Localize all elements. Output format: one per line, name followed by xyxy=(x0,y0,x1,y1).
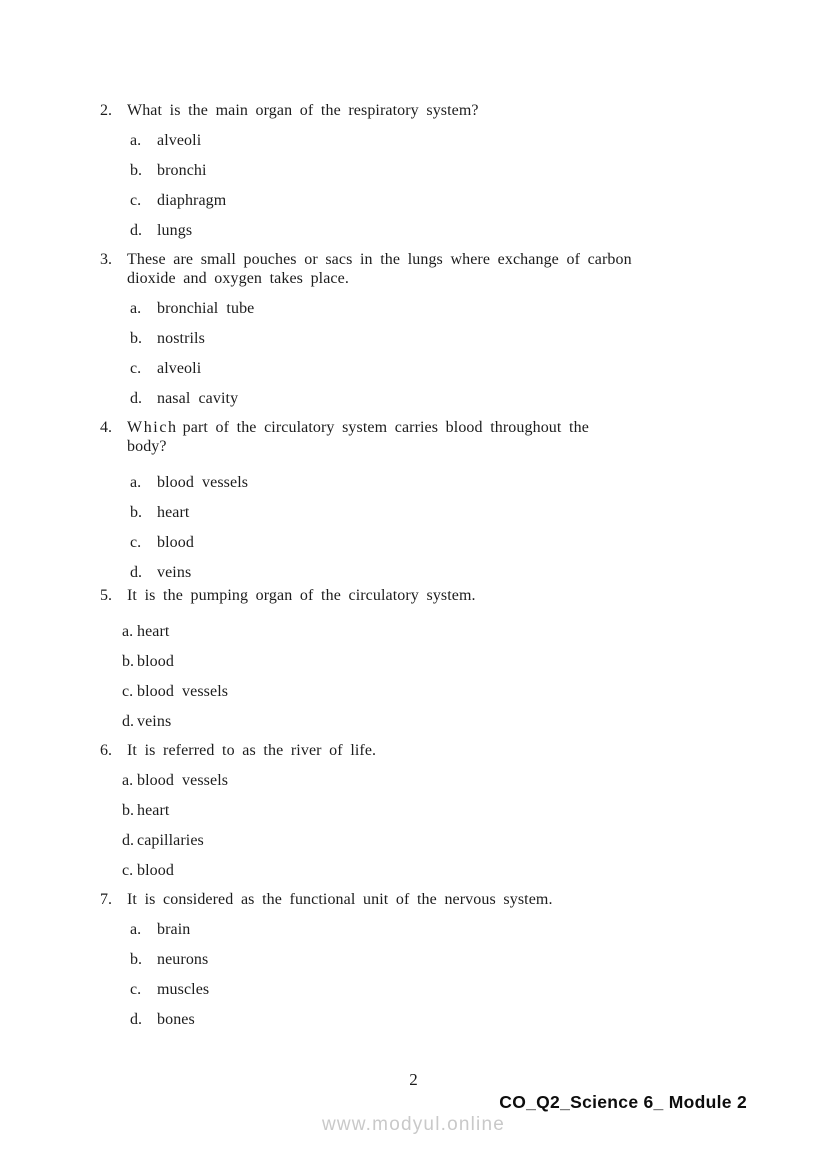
option-text: bronchial tube xyxy=(157,300,255,317)
option-letter: b. xyxy=(130,162,142,179)
question-line1: It is considered as the functional unit of the nervous system. xyxy=(127,891,553,908)
option-text: nasal cavity xyxy=(157,390,239,407)
question-text xyxy=(127,101,742,120)
option-letter: b. xyxy=(130,330,142,347)
question-number: 3. xyxy=(100,251,112,268)
option-c xyxy=(130,533,742,552)
question-number: 2. xyxy=(100,102,112,119)
question-2-text-row xyxy=(100,101,742,120)
option-text: muscles xyxy=(157,981,210,998)
option-text: alveoli xyxy=(157,360,202,377)
question-5 xyxy=(100,586,742,731)
option-letter: d. xyxy=(130,222,142,239)
question-6-text-row xyxy=(100,741,742,760)
question-4-options xyxy=(130,473,742,582)
question-line1: It is the pumping organ of the circulatory system. xyxy=(127,587,476,604)
option-text: veins xyxy=(137,713,172,730)
question-4 xyxy=(100,418,742,582)
question-number: 5. xyxy=(100,587,112,604)
footer-module-label: CO_Q2_Science 6_ Module 2 xyxy=(499,1092,747,1112)
question-number: 7. xyxy=(100,891,112,908)
option-d xyxy=(130,221,742,240)
option-letter: b. xyxy=(130,951,142,968)
option-text: heart xyxy=(157,504,190,521)
question-7-options xyxy=(130,920,742,1029)
option-d xyxy=(122,712,742,731)
option-text: blood vessels xyxy=(137,772,229,789)
option-c xyxy=(130,191,742,210)
question-text xyxy=(127,741,742,760)
option-d xyxy=(130,563,742,582)
option-text: blood vessels xyxy=(137,683,229,700)
option-b xyxy=(130,950,742,969)
option-b xyxy=(130,329,742,348)
option-a xyxy=(122,622,742,641)
question-6-options xyxy=(122,771,742,880)
question-text xyxy=(127,890,742,909)
option-c xyxy=(130,359,742,378)
option-letter: a. xyxy=(122,623,134,640)
option-text: nostrils xyxy=(157,330,205,347)
option-d xyxy=(130,389,742,408)
option-text: veins xyxy=(157,564,192,581)
option-letter: b. xyxy=(122,653,134,670)
option-letter: b. xyxy=(130,504,142,521)
option-letter: d. xyxy=(130,1011,142,1028)
option-letter: c. xyxy=(130,192,142,209)
question-number: 6. xyxy=(100,742,112,759)
option-letter: a. xyxy=(130,921,142,938)
question-2-options xyxy=(130,131,742,240)
question-5-text-row xyxy=(100,586,742,605)
option-text: blood vessels xyxy=(157,474,249,491)
question-6 xyxy=(100,741,742,880)
option-letter: c. xyxy=(130,534,142,551)
option-c xyxy=(122,861,742,880)
question-3-text-row xyxy=(100,250,742,288)
option-a xyxy=(122,771,742,790)
option-letter: c. xyxy=(130,981,142,998)
option-letter: a. xyxy=(122,772,134,789)
question-4-text-row xyxy=(100,418,742,456)
option-text: blood xyxy=(157,534,194,551)
option-b xyxy=(122,652,742,671)
option-letter: d. xyxy=(122,832,134,849)
option-a xyxy=(130,473,742,492)
option-text: bones xyxy=(157,1011,195,1028)
option-letter: b. xyxy=(122,802,134,819)
question-5-options xyxy=(122,622,742,731)
question-line1: These are small pouches or sacs in the lungs where exchange of carbon xyxy=(127,251,632,268)
question-line2: dioxide and oxygen takes place. xyxy=(127,270,349,287)
question-text xyxy=(127,586,742,605)
option-letter: a. xyxy=(130,474,142,491)
question-line1: It is referred to as the river of life. xyxy=(127,742,377,759)
option-d xyxy=(130,1010,742,1029)
option-a xyxy=(130,299,742,318)
option-b xyxy=(130,503,742,522)
question-line2: body? xyxy=(127,438,167,455)
option-text: blood xyxy=(137,653,174,670)
option-letter: c. xyxy=(122,683,134,700)
question-lead: Which xyxy=(127,419,178,436)
option-text: capillaries xyxy=(137,832,204,849)
option-letter: c. xyxy=(130,360,142,377)
option-text: heart xyxy=(137,623,170,640)
question-7 xyxy=(100,890,742,1029)
option-text: diaphragm xyxy=(157,192,227,209)
question-7-text-row xyxy=(100,890,742,909)
option-letter: d. xyxy=(122,713,134,730)
option-b xyxy=(130,161,742,180)
question-line1: part of the circulatory system carries blood throughout the xyxy=(182,419,589,436)
question-3-options xyxy=(130,299,742,408)
option-text: neurons xyxy=(157,951,209,968)
option-text: bronchi xyxy=(157,162,207,179)
option-text: blood xyxy=(137,862,174,879)
option-c xyxy=(122,682,742,701)
question-line1: What is the main organ of the respiratory system? xyxy=(127,102,479,119)
page-number: 2 xyxy=(409,1070,418,1089)
option-text: lungs xyxy=(157,222,193,239)
question-text xyxy=(127,418,742,456)
question-3 xyxy=(100,250,742,408)
option-d xyxy=(122,831,742,850)
option-text: heart xyxy=(137,802,170,819)
option-text: alveoli xyxy=(157,132,202,149)
question-2 xyxy=(100,101,742,240)
option-b xyxy=(122,801,742,820)
option-letter: a. xyxy=(130,132,142,149)
option-letter: d. xyxy=(130,564,142,581)
question-number: 4. xyxy=(100,419,112,436)
option-text: brain xyxy=(157,921,191,938)
option-a xyxy=(130,131,742,150)
option-letter: d. xyxy=(130,390,142,407)
option-a xyxy=(130,920,742,939)
question-text xyxy=(127,250,742,288)
option-letter: c. xyxy=(122,862,134,879)
option-letter: a. xyxy=(130,300,142,317)
watermark-url: www.modyul.online xyxy=(321,1114,506,1135)
option-c xyxy=(130,980,742,999)
